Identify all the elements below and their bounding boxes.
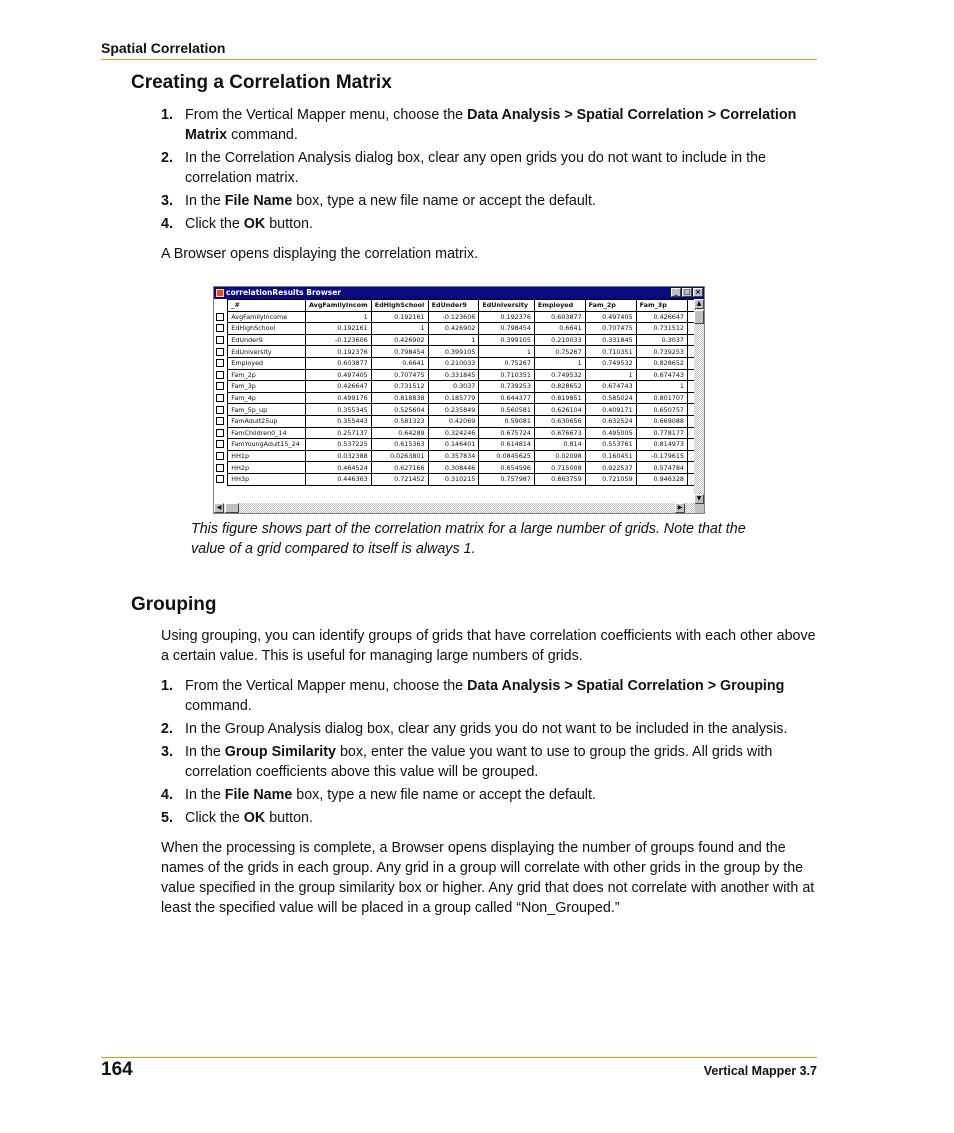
minimize-button[interactable]: _ [671,288,681,297]
row-label-cell[interactable]: Fam_4p [228,392,306,404]
step-number: 4. [161,216,173,232]
scroll-left-arrow-icon[interactable]: ◀ [214,503,224,513]
step-text: box, type a new file name or accept the default. [292,193,596,209]
value-cell[interactable]: 0.798454 [479,323,535,335]
value-cell[interactable]: 0.357834 [428,450,479,462]
table-row [214,415,695,427]
value-cell[interactable]: 0.192376 [479,311,535,323]
value-cell[interactable]: 0.192161 [305,323,371,335]
value-cell[interactable]: 0.331845 [428,369,479,381]
value-cell[interactable]: 0.192376 [305,346,371,358]
scroll-up-arrow-icon[interactable]: ▲ [694,299,704,309]
value-cell[interactable]: 0.399105 [479,334,535,346]
row-select-checkbox[interactable] [216,440,224,448]
value-cell[interactable]: 0.3037 [636,334,687,346]
value-cell[interactable]: 0.355443 [305,415,371,427]
value-cell[interactable]: 0.6641 [371,357,428,369]
value-cell[interactable]: 0.235849 [428,404,479,416]
value-cell[interactable]: 0.922537 [585,462,636,474]
value-cell[interactable]: 0.721452 [371,473,428,485]
maximize-button[interactable]: □ [683,288,691,296]
value-cell[interactable]: 0.707475 [371,369,428,381]
row-label-cell[interactable]: HH3p [228,473,306,485]
value-cell[interactable]: 0.426902 [428,323,479,335]
step-item [161,785,821,805]
row-select-checkbox[interactable] [216,313,224,321]
column-header[interactable]: _# [228,300,306,312]
step-ui-term: Data Analysis > Spatial Correlation > Grouping [467,678,785,694]
figure-caption: This figure shows part of the correlation matrix for a large number of grids. Note that the value of a grid compared to itself is always 1. [191,521,746,557]
value-cell[interactable]: 0.64289 [371,427,428,439]
value-cell[interactable]: 0.210033 [428,357,479,369]
row-label-cell[interactable]: EdUnder9 [228,334,306,346]
value-cell[interactable]: 0.676673 [534,427,585,439]
value-cell[interactable]: 0.757987 [479,473,535,485]
value-cell[interactable]: 0.585024 [585,392,636,404]
step-ui-term: File Name [224,787,293,803]
table-row [214,473,695,485]
value-cell[interactable]: 0.650757 [636,404,687,416]
value-cell[interactable]: 0.674743 [585,381,636,393]
step-item [161,105,821,145]
value-cell[interactable]: 0.710351 [585,346,636,358]
browser-titlebar[interactable] [214,287,704,299]
value-cell[interactable]: 0.630656 [534,415,585,427]
correlation-results-browser-window[interactable] [213,286,705,514]
row-label-cell[interactable]: EdHighSchool [228,323,306,335]
row-label-cell[interactable]: FamChildren0_14 [228,427,306,439]
table-row [214,392,695,404]
value-cell[interactable]: 0.257137 [305,427,371,439]
step-item [161,676,821,716]
value-cell[interactable]: 0.778177 [636,427,687,439]
running-head: Spatial Correlation [101,40,226,56]
step-text: From the Vertical Mapper menu, choose the [185,678,468,694]
value-cell[interactable]: 0.324246 [428,427,479,439]
step-number: 2. [161,721,173,737]
value-cell[interactable]: 0.146401 [428,439,479,451]
value-cell[interactable]: 0.749532 [585,357,636,369]
value-cell[interactable]: 0.863759 [534,473,585,485]
value-cell[interactable]: 0.626104 [534,404,585,416]
value-cell[interactable]: 0.814973 [636,439,687,451]
value-cell[interactable]: 0.710351 [479,369,535,381]
horizontal-scroll-thumb[interactable] [225,503,239,513]
scroll-down-arrow-icon[interactable]: ▼ [694,494,704,504]
column-header[interactable]: AvgFamilyIncom [305,300,371,312]
row-select-checkbox[interactable] [216,324,224,332]
row-select-checkbox[interactable] [216,371,224,379]
value-cell[interactable]: 0.654596 [479,462,535,474]
value-cell[interactable]: 0.537225 [305,439,371,451]
row-label-cell[interactable]: Fam_2p [228,369,306,381]
value-cell[interactable]: 0.409171 [585,404,636,416]
value-cell[interactable]: 0.6641 [534,323,585,335]
value-cell[interactable]: 0.574784 [636,462,687,474]
value-cell[interactable]: 0.0845625 [479,450,535,462]
step-ui-term: OK [243,810,266,826]
value-cell[interactable]: 0.553761 [585,439,636,451]
value-cell[interactable]: 0.426647 [305,381,371,393]
value-cell[interactable]: 0.3037 [428,381,479,393]
table-row [214,462,695,474]
table-row [214,357,695,369]
value-cell[interactable]: 0.185779 [428,392,479,404]
row-select-checkbox[interactable] [216,452,224,460]
step-text: In the [185,744,225,760]
row-select-checkbox[interactable] [216,394,224,402]
grouping-intro-text: Using grouping, you can identify groups of grids that have correlation coefficients with each other above a certain value. This is useful for managing large numbers of grids. [161,628,816,664]
footer-rule [101,1057,817,1058]
step-text: box, enter the value you want to use to group the grids. All grids with correlation coefficients above this value will be grouped. [185,744,773,780]
step-ui-term: OK [243,216,266,232]
column-header[interactable]: EdHighSchool [371,300,428,312]
value-cell[interactable]: 0.464524 [305,462,371,474]
value-cell[interactable]: 0.59081 [479,415,535,427]
value-cell[interactable]: -0.123606 [305,334,371,346]
value-cell[interactable]: 0.739253 [636,346,687,358]
value-cell[interactable]: 0.192161 [371,311,428,323]
value-cell[interactable]: 0.560581 [479,404,535,416]
column-header[interactable]: Fam_2p [585,300,636,312]
grouping-steps [161,676,821,831]
value-cell[interactable]: 0.446363 [305,473,371,485]
value-cell[interactable]: 0.603877 [305,357,371,369]
step-text: In the Group Analysis dialog box, clear any grids you do not want to be included in the analysis. [185,721,788,737]
step-text: Click the [185,216,244,232]
value-cell[interactable]: 0.828652 [636,357,687,369]
table-row [214,311,695,323]
close-button[interactable]: × [693,288,703,297]
header-rule [101,59,817,60]
value-cell[interactable]: 0.525604 [371,404,428,416]
column-header[interactable]: Fam_3p [636,300,687,312]
table-row [214,439,695,451]
value-cell[interactable]: 0.495005 [585,427,636,439]
value-cell[interactable]: 0.355345 [305,404,371,416]
value-cell[interactable]: 0.02098 [534,450,585,462]
value-cell[interactable]: 0.707475 [585,323,636,335]
row-select-checkbox[interactable] [216,417,224,425]
value-cell[interactable]: 0.946328 [636,473,687,485]
step-item [161,742,821,782]
value-cell[interactable]: 0.819851 [534,392,585,404]
browser-app-icon [216,289,224,297]
value-cell[interactable]: 0.497405 [585,311,636,323]
value-cell[interactable]: 0.75267 [479,357,535,369]
footer-product-title: Vertical Mapper 3.7 [703,1064,817,1078]
step-text: In the Correlation Analysis dialog box, clear any open grids you do not want to include in the correlation matrix. [185,150,766,186]
browser-title: correlationResults Browser [226,288,342,297]
step-text: button. [265,810,313,826]
step-text: From the Vertical Mapper menu, choose the [185,107,468,123]
value-cell[interactable]: 0.627166 [371,462,428,474]
row-select-checkbox[interactable] [216,348,224,356]
value-cell[interactable]: 0.426902 [371,334,428,346]
correlation-matrix-table [214,299,695,486]
step-number: 2. [161,150,173,166]
browser-intro-text: A Browser opens displaying the correlation matrix. [161,246,479,262]
value-cell[interactable]: 0.715008 [534,462,585,474]
row-select-checkbox[interactable] [216,382,224,390]
value-cell[interactable]: 0.674743 [636,369,687,381]
value-cell[interactable]: -0.123606 [428,311,479,323]
value-cell[interactable]: 0.032388 [305,450,371,462]
row-label-cell[interactable]: Fam_5p_up [228,404,306,416]
value-cell[interactable]: 0.399105 [428,346,479,358]
value-cell[interactable]: 0.739253 [479,381,535,393]
row-select-checkbox[interactable] [216,475,224,483]
value-cell[interactable]: 0.731512 [371,381,428,393]
value-cell[interactable]: 0.0263801 [371,450,428,462]
vertical-scroll-thumb[interactable] [694,310,704,324]
column-header[interactable]: EdUnder9 [428,300,479,312]
value-cell[interactable]: 0.310215 [428,473,479,485]
table-row [214,323,695,335]
step-item [161,719,821,739]
step-text: In the [185,193,225,209]
step-item [161,808,821,828]
step-number: 1. [161,107,173,123]
value-cell[interactable]: 0.801707 [636,392,687,404]
row-select-checkbox[interactable] [216,464,224,472]
value-cell[interactable]: 0.160451 [585,450,636,462]
row-label-cell[interactable]: HH1p [228,450,306,462]
value-cell[interactable]: 1 [305,311,371,323]
value-cell[interactable]: 0.675724 [479,427,535,439]
table-row [214,369,695,381]
value-cell[interactable]: 1 [428,334,479,346]
step-text: Click the [185,810,244,826]
table-row [214,450,695,462]
value-cell[interactable]: -0.179615 [636,450,687,462]
value-cell[interactable]: 0.499176 [305,392,371,404]
vertical-scrollbar[interactable] [694,299,704,504]
value-cell[interactable]: 0.581323 [371,415,428,427]
value-cell[interactable]: 0.497405 [305,369,371,381]
value-cell[interactable]: 0.615363 [371,439,428,451]
row-select-checkbox[interactable] [216,336,224,344]
step-number: 3. [161,744,173,760]
step-item [161,191,821,211]
row-label-cell[interactable]: Employed [228,357,306,369]
value-cell[interactable]: 0.749532 [534,369,585,381]
column-header[interactable]: EdUniversity [479,300,535,312]
row-label-cell[interactable]: Fam_3p [228,381,306,393]
value-cell[interactable]: 0.603877 [534,311,585,323]
value-cell[interactable]: 0.669088 [636,415,687,427]
column-header[interactable]: Employed [534,300,585,312]
step-ui-term: Group Similarity [224,744,336,760]
page-number: 164 [101,1059,133,1080]
row-label-cell[interactable]: FamAdult25up [228,415,306,427]
table-row [214,334,695,346]
value-cell[interactable]: 0.614814 [479,439,535,451]
value-cell[interactable]: 0.42069 [428,415,479,427]
step-number: 3. [161,193,173,209]
row-label-cell[interactable]: FamYoungAdult15_24 [228,439,306,451]
table-row [214,404,695,416]
value-cell[interactable]: 0.818838 [371,392,428,404]
checkbox-column-header [214,300,228,312]
step-text: command. [185,698,252,714]
step-number: 5. [161,810,173,826]
value-cell[interactable]: 0.644377 [479,392,535,404]
value-cell[interactable]: 0.331845 [585,334,636,346]
step-item [161,214,821,234]
table-row [214,427,695,439]
value-cell[interactable]: 0.426647 [636,311,687,323]
correlation-steps [161,105,821,237]
scroll-right-arrow-icon[interactable]: ▶ [675,503,685,513]
section-title-correlation-matrix: Creating a Correlation Matrix [131,72,392,93]
step-number: 4. [161,787,173,803]
step-item [161,148,821,188]
value-cell[interactable]: 0.798454 [371,346,428,358]
row-select-checkbox[interactable] [216,406,224,414]
value-cell[interactable]: 0.828652 [534,381,585,393]
browser-grid-area [214,299,695,504]
value-cell[interactable]: 0.308446 [428,462,479,474]
value-cell[interactable]: 0.75267 [534,346,585,358]
row-label-cell[interactable]: AvgFamilyIncome [228,311,306,323]
value-cell[interactable]: 1 [534,357,585,369]
value-cell[interactable]: 0.814 [534,439,585,451]
value-cell[interactable]: 1 [371,323,428,335]
value-cell[interactable]: 0.731512 [636,323,687,335]
step-ui-term: Data Analysis > Spatial Correlation > Correlation Matrix [185,107,797,143]
value-cell[interactable]: 1 [585,369,636,381]
value-cell[interactable]: 0.632524 [585,415,636,427]
section-title-grouping: Grouping [131,594,217,615]
step-text: command. [227,127,298,143]
step-text: In the [185,787,225,803]
horizontal-scrollbar[interactable] [214,503,695,513]
grouping-closing-text: When the processing is complete, a Browser opens displaying the number of groups found and the names of the grids in each group. Any grid in a group will correlate with other grids in the group by the value specified in the group similarity box or higher. Any grid that does not correlate with another with at least the specified value will be placed in a group called “Non_Grouped.” [161,840,815,916]
value-cell[interactable]: 1 [479,346,535,358]
step-text: button. [265,216,313,232]
row-select-checkbox[interactable] [216,429,224,437]
table-row [214,346,695,358]
step-number: 1. [161,678,173,694]
step-ui-term: File Name [224,193,293,209]
value-cell[interactable]: 0.210033 [534,334,585,346]
value-cell[interactable]: 0.721059 [585,473,636,485]
table-row [214,381,695,393]
step-text: box, type a new file name or accept the default. [292,787,596,803]
row-select-checkbox[interactable] [216,359,224,367]
row-label-cell[interactable]: EdUniversity [228,346,306,358]
value-cell[interactable]: 1 [636,381,687,393]
row-label-cell[interactable]: HH2p [228,462,306,474]
